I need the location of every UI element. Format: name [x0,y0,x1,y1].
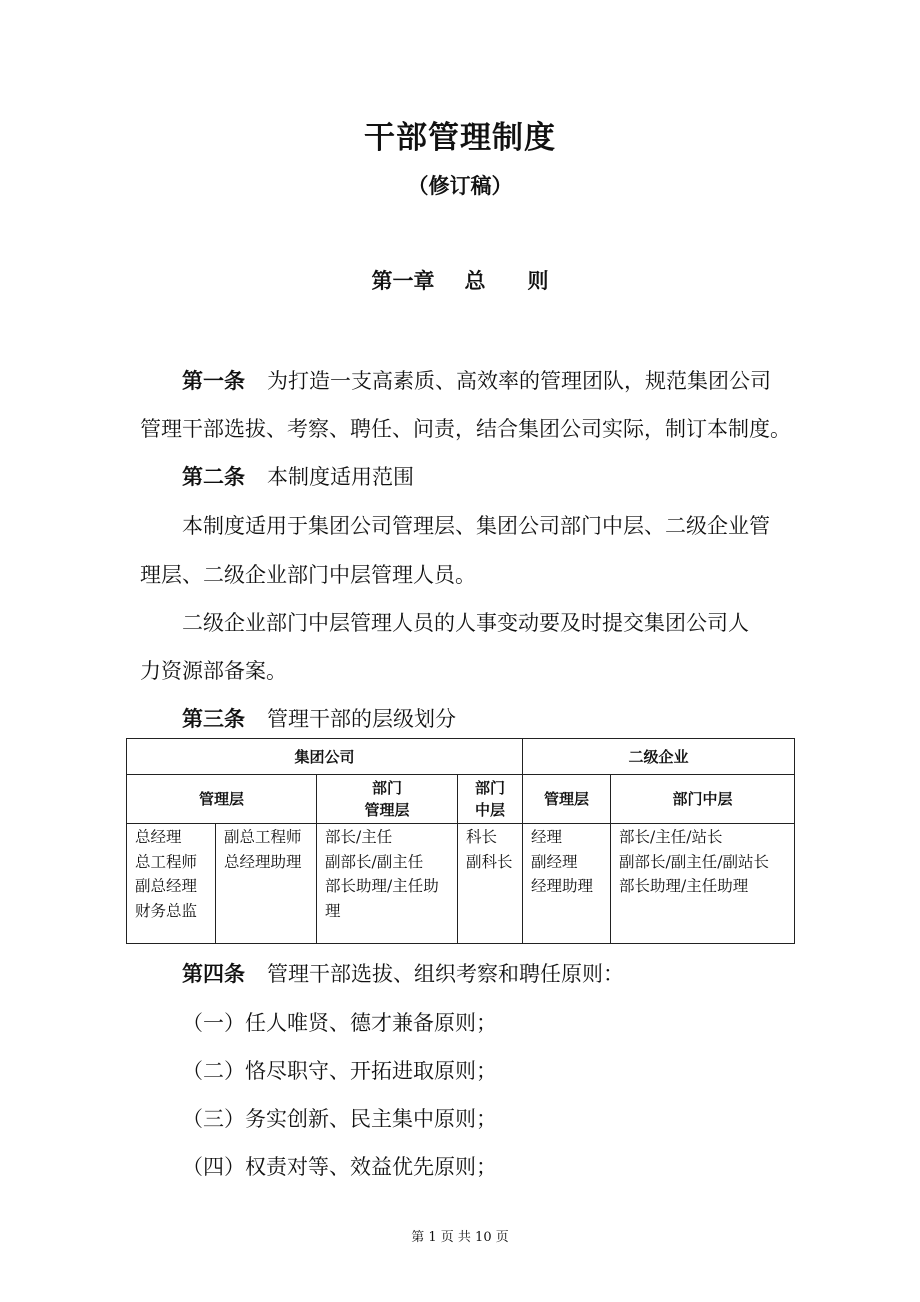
list-item: 理 [325,901,341,920]
list-item: 副总工程师 [224,828,302,846]
article-2-para-2-line-1: 二级企业部门中层管理人员的人事变动要及时提交集团公司人 [182,611,749,635]
article-1-line-1 [182,365,771,395]
list-item: 副科长 [466,852,513,871]
article-3-text: 管理干部的层级划分 [267,707,456,731]
cell-group-assistant-management [216,824,317,944]
header-sub-dept-middle: 部门中层 [611,775,795,824]
article-2-para-2-line-2: 力资源部备案。 [140,659,287,683]
header-dept-middle-line-1: 部门 [475,779,506,797]
list-item: 经理 [531,828,563,846]
article-3-label: 第三条 [182,706,245,731]
article-1-text: 为打造一支高素质、高效率的管理团队，规范集团公司 [267,369,771,393]
header-sub-management: 管理层 [523,775,611,824]
article-4-item-2: （二）恪尽职守、开拓进取原则； [182,1059,497,1083]
article-4-text: 管理干部选拔、组织考察和聘任原则： [267,962,624,986]
article-4-item-3: （三）务实创新、民主集中原则； [182,1107,497,1131]
header-dept-middle [458,775,523,824]
document-title: 干部管理制度 [364,120,556,156]
cell-group-top-management [127,824,216,944]
article-1-label: 第一条 [182,368,245,393]
article-4-label: 第四条 [182,961,245,986]
article-4-item-1: （一）任人唯贤、德才兼备原则； [182,1011,497,1035]
list-item: 部长助理/主任助 [325,877,439,895]
article-2-label: 第二条 [182,464,245,489]
article-2-heading [182,461,414,491]
cell-sub-management [523,824,611,944]
header-dept-management [317,775,458,824]
list-item: 财务总监 [135,901,198,920]
header-subsidiary: 二级企业 [523,739,795,775]
list-item: 科长 [466,828,498,846]
article-2-text: 本制度适用范围 [267,465,414,489]
list-item: 总工程师 [135,852,198,871]
article-1-line-2: 管理干部选拔、考察、聘任、问责，结合集团公司实际，制订本制度。 [140,417,791,441]
document-subtitle: （修订稿） [407,173,513,198]
header-dept-management-line-1: 部门 [371,779,402,797]
list-item: 部长助理/主任助理 [619,877,749,895]
cadre-level-table [126,738,795,944]
header-group-company: 集团公司 [127,739,523,775]
list-item: 副部长/副主任 [325,852,424,871]
chapter-heading [0,265,920,295]
list-item: 副部长/副主任/副站长 [619,852,769,871]
article-4-item-4: （四）权责对等、效益优先原则； [182,1155,497,1179]
list-item: 总经理 [135,828,182,846]
article-2-para-1-line-2: 理层、二级企业部门中层管理人员。 [140,563,476,587]
chapter-name-1: 总 [464,268,486,293]
list-item: 副总经理 [135,877,198,895]
cell-sub-dept-middle [611,824,795,944]
header-dept-management-line-2: 管理层 [364,801,410,819]
article-4-heading [182,958,624,988]
list-item: 副经理 [531,852,578,871]
cell-dept-middle [458,824,523,944]
list-item: 部长/主任/站长 [619,828,723,846]
article-3-heading [182,703,456,733]
list-item: 总经理助理 [224,852,302,871]
cell-dept-management [317,824,458,944]
list-item: 部长/主任 [325,828,393,846]
header-dept-middle-line-2: 中层 [475,801,506,819]
article-2-para-1-line-1: 本制度适用于集团公司管理层、集团公司部门中层、二级企业管 [182,514,770,538]
page-footer: 第 1 页 共 10 页 [411,1230,509,1245]
chapter-name-2: 则 [527,268,549,293]
header-group-management: 管理层 [127,775,317,824]
chapter-number: 第一章 [371,268,435,293]
list-item: 经理助理 [531,877,594,895]
